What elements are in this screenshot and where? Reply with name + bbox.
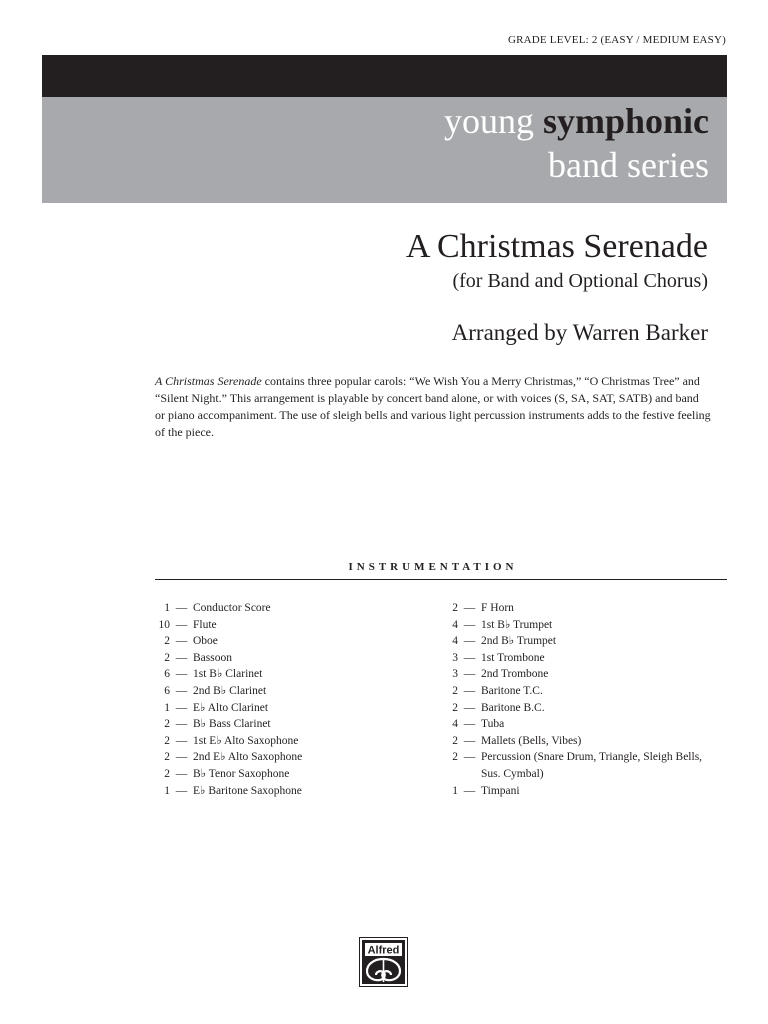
series-young: young <box>443 101 534 141</box>
instrument-name: 1st B♭ Clarinet <box>193 668 263 681</box>
instrument-dash: — <box>175 767 188 780</box>
instrument-dash <box>458 766 481 783</box>
instrument-row <box>438 700 718 717</box>
instrument-row <box>438 766 718 783</box>
instrument-name: 1st Trombone <box>481 651 545 664</box>
page-subtitle: (for Band and Optional Chorus) <box>452 270 708 292</box>
instrument-dash: — <box>463 734 476 747</box>
instrument-dash: — <box>175 668 188 681</box>
instrument-name: Sus. Cymbal) <box>481 767 544 780</box>
instrument-name: Flute <box>193 618 217 631</box>
instrument-name: B♭ Bass Clarinet <box>193 718 271 731</box>
instrument-name: E♭ Alto Clarinet <box>193 701 269 714</box>
instrument-row <box>438 683 718 700</box>
arranger: Arranged by Warren Barker <box>451 320 708 345</box>
series-band-series: band series <box>548 145 709 185</box>
series-banner <box>42 97 727 203</box>
instrument-name: Timpani <box>481 784 520 797</box>
instrument-dash: — <box>463 668 476 681</box>
instrument-row <box>438 617 718 634</box>
instrument-name: Bassoon <box>193 651 232 664</box>
instrument-dash: — <box>175 734 188 747</box>
instrument-quantity: 1 <box>164 602 170 614</box>
instrument-name: 1st B♭ Trumpet <box>481 618 553 631</box>
instrument-quantity: 2 <box>164 767 170 780</box>
instrument-name: Oboe <box>193 635 218 648</box>
instrument-dash: — <box>463 651 476 664</box>
instrument-row <box>150 600 420 617</box>
instrument-name: B♭ Tenor Saxophone <box>193 767 290 780</box>
series-symphonic: symphonic <box>542 101 709 141</box>
instrument-row <box>438 716 718 733</box>
description <box>155 373 711 441</box>
instrument-row <box>150 683 420 700</box>
instrument-dash: — <box>175 784 188 797</box>
instrument-name: F Horn <box>481 602 514 614</box>
instrument-dash: — <box>463 602 476 614</box>
instrument-row <box>150 650 420 667</box>
instrument-quantity: 6 <box>164 684 170 697</box>
instrument-quantity: 2 <box>452 602 458 614</box>
instrument-name: 2nd Trombone <box>481 668 549 681</box>
alfred-logo-icon <box>359 937 408 987</box>
instrument-name: Mallets (Bells, Vibes) <box>481 734 582 747</box>
grade-level: GRADE LEVEL: 2 (EASY / MEDIUM EASY) <box>507 34 726 46</box>
instrument-quantity: 2 <box>164 718 170 731</box>
instrument-dash: — <box>463 751 476 764</box>
instrument-name: Percussion (Snare Drum, Triangle, Sleigh Bells, <box>481 751 703 764</box>
instrument-dash: — <box>463 784 476 797</box>
instrument-quantity: 2 <box>164 651 170 664</box>
instrument-row <box>150 783 420 800</box>
instrument-row <box>150 716 420 733</box>
instrument-quantity: 1 <box>164 701 170 714</box>
instrument-quantity: 2 <box>452 751 458 764</box>
instrument-row <box>150 766 420 783</box>
header-black-band <box>42 55 727 97</box>
instrument-row <box>150 733 420 750</box>
instrument-row <box>438 600 718 617</box>
instrumentation-divider <box>155 579 727 580</box>
instrument-dash: — <box>175 684 188 697</box>
instrument-quantity: 3 <box>452 668 458 681</box>
instrument-row <box>438 633 718 650</box>
instrument-name: 1st E♭ Alto Saxophone <box>193 734 299 747</box>
instrument-quantity: 2 <box>164 635 170 648</box>
instrument-dash: — <box>175 635 188 648</box>
instrument-row <box>438 733 718 750</box>
instrument-quantity: 6 <box>164 668 170 681</box>
instrument-dash: — <box>463 635 476 648</box>
instrument-dash: — <box>175 701 188 714</box>
instrument-name: Baritone T.C. <box>481 684 543 697</box>
series-title <box>444 97 709 183</box>
instrument-row <box>438 783 718 800</box>
instrument-dash: — <box>175 751 188 764</box>
instrument-dash: — <box>175 651 188 664</box>
instrument-dash: — <box>463 718 476 731</box>
instrument-row <box>438 749 718 766</box>
instrument-row <box>150 700 420 717</box>
instrument-row <box>150 749 420 766</box>
instrument-quantity: 2 <box>452 684 458 697</box>
instrument-quantity: 2 <box>452 701 458 714</box>
instrument-row <box>150 666 420 683</box>
instrument-row <box>150 617 420 634</box>
instrument-name: Baritone B.C. <box>481 701 545 714</box>
instrument-dash: — <box>175 602 188 614</box>
instrument-dash: — <box>175 618 188 631</box>
instrument-name: E♭ Baritone Saxophone <box>193 784 302 797</box>
instrument-row <box>150 633 420 650</box>
instrument-quantity: 4 <box>452 718 458 731</box>
instrument-dash: — <box>463 618 476 631</box>
instrument-quantity: 4 <box>452 635 458 648</box>
instrument-quantity: 10 <box>158 618 170 631</box>
instrument-quantity: 2 <box>164 734 170 747</box>
instrument-name: Tuba <box>481 718 505 731</box>
description-text: contains three popular carols: “We Wish You a Merry Christmas,” “O Christmas Tree” and “Silent Night.” This arrangement is playable by concert band alone, or with voices (S, SA, SAT, SATB) and band or piano accompaniment. The use of sleigh bells and various light percussion instruments adds to the festive feeling of the piece. <box>155 374 711 439</box>
instrument-quantity: 4 <box>452 618 458 631</box>
instrument-name: Conductor Score <box>193 602 271 614</box>
instrument-list-left <box>150 600 420 799</box>
page-title: A Christmas Serenade <box>405 228 708 265</box>
instrument-quantity: 2 <box>164 751 170 764</box>
instrument-quantity: 1 <box>452 784 458 797</box>
instrument-quantity: 2 <box>452 734 458 747</box>
instrument-row <box>438 666 718 683</box>
instrument-dash: — <box>175 718 188 731</box>
instrument-quantity: 3 <box>452 651 458 664</box>
instrument-dash: — <box>463 701 476 714</box>
instrumentation-heading: INSTRUMENTATION <box>348 561 518 573</box>
instrument-quantity <box>438 766 458 783</box>
instrument-name: 2nd B♭ Trumpet <box>481 635 557 648</box>
instrument-name: 2nd B♭ Clarinet <box>193 684 267 697</box>
alfred-logo-text: Alfred <box>367 944 400 957</box>
instrument-quantity: 1 <box>164 784 170 797</box>
alfred-logo <box>359 937 408 987</box>
instrument-name: 2nd E♭ Alto Saxophone <box>193 751 303 764</box>
description-title: A Christmas Serenade <box>155 374 262 388</box>
instrument-row <box>438 650 718 667</box>
instrument-dash: — <box>463 684 476 697</box>
instrument-list-right <box>438 600 718 799</box>
